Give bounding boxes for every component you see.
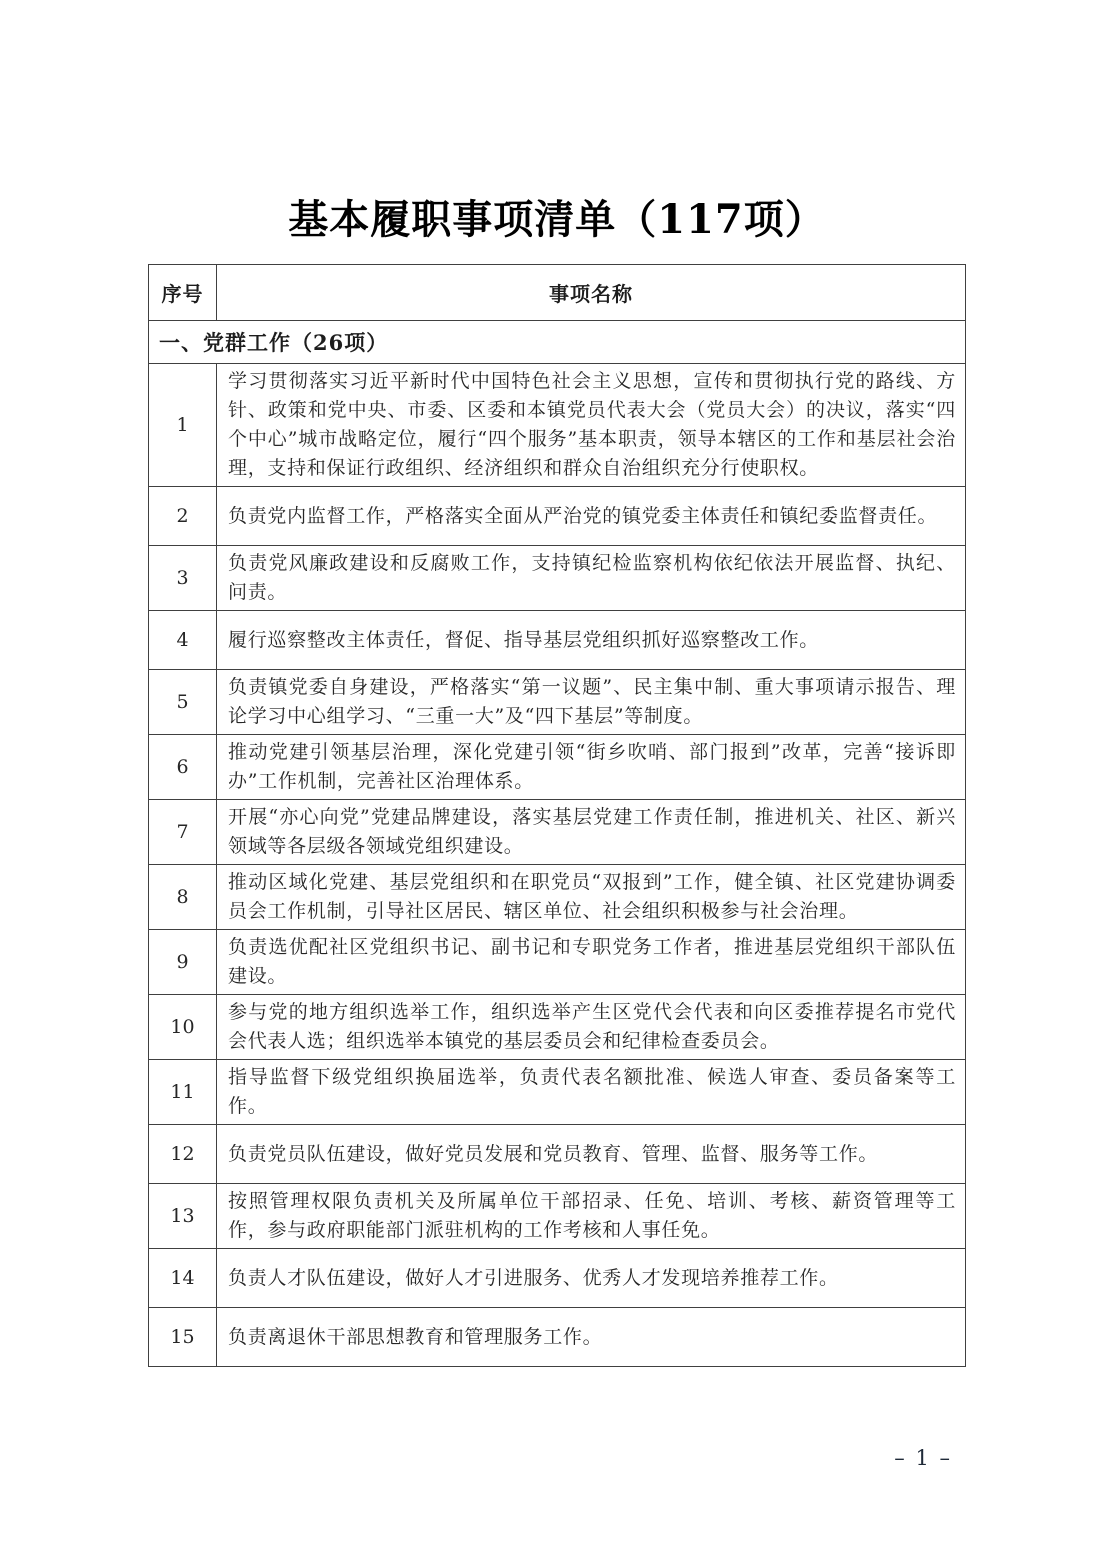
row-item-text: 学习贯彻落实习近平新时代中国特色社会主义思想，宣传和贯彻执行党的路线、方针、政策和党中央、市委、区委和本镇党员代表大会（党员大会）的决议，落实“四个中心”城市战略定位，履行“四个服务”基本职责，领导本辖区的工作和基层社会治理，支持和保证行政组织、经济组织和群众自治组织充分行使职权。 [217,364,966,487]
row-serial-number: 13 [149,1184,217,1249]
table-row [149,487,966,546]
table-row [149,546,966,611]
section-header-label: 一、党群工作（26项） [149,321,966,364]
table-header-row [149,265,966,321]
column-header-serial: 序号 [149,265,217,321]
row-item-text: 负责党内监督工作，严格落实全面从严治党的镇党委主体责任和镇纪委监督责任。 [217,487,966,546]
row-item-text: 指导监督下级党组织换届选举，负责代表名额批准、候选人审查、委员备案等工作。 [217,1060,966,1125]
table-row [149,865,966,930]
table-row [149,1125,966,1184]
row-item-text: 负责选优配社区党组织书记、副书记和专职党务工作者，推进基层党组织干部队伍建设。 [217,930,966,995]
row-serial-number: 8 [149,865,217,930]
page-number: – 1 – [894,1446,952,1470]
row-item-text: 参与党的地方组织选举工作，组织选举产生区党代会代表和向区委推荐提名市党代会代表人选；组织选举本镇党的基层委员会和纪律检查委员会。 [217,995,966,1060]
row-item-text: 负责镇党委自身建设，严格落实“第一议题”、民主集中制、重大事项请示报告、理论学习中心组学习、“三重一大”及“四下基层”等制度。 [217,670,966,735]
row-serial-number: 7 [149,800,217,865]
row-serial-number: 4 [149,611,217,670]
row-item-text: 负责党员队伍建设，做好党员发展和党员教育、管理、监督、服务等工作。 [217,1125,966,1184]
page-title: 基本履职事项清单（117项） [288,196,826,243]
table-row [149,1060,966,1125]
table-row [149,1184,966,1249]
row-serial-number: 6 [149,735,217,800]
table-row [149,670,966,735]
row-serial-number: 11 [149,1060,217,1125]
row-item-text: 负责离退休干部思想教育和管理服务工作。 [217,1308,966,1367]
table-row [149,364,966,487]
row-item-text: 推动党建引领基层治理，深化党建引领“街乡吹哨、部门报到”改革，完善“接诉即办”工作机制，完善社区治理体系。 [217,735,966,800]
row-item-text: 按照管理权限负责机关及所属单位干部招录、任免、培训、考核、薪资管理等工作，参与政府职能部门派驻机构的工作考核和人事任免。 [217,1184,966,1249]
row-serial-number: 5 [149,670,217,735]
document-content [148,0,966,1367]
section-header-row [149,321,966,364]
row-serial-number: 3 [149,546,217,611]
table-row [149,1308,966,1367]
row-item-text: 开展“亦心向党”党建品牌建设，落实基层党建工作责任制，推进机关、社区、新兴领域等各层级各领域党组织建设。 [217,800,966,865]
row-serial-number: 2 [149,487,217,546]
table-row [149,1249,966,1308]
row-item-text: 负责人才队伍建设，做好人才引进服务、优秀人才发现培养推荐工作。 [217,1249,966,1308]
table-row [149,995,966,1060]
table-row [149,930,966,995]
row-serial-number: 1 [149,364,217,487]
row-item-text: 履行巡察整改主体责任，督促、指导基层党组织抓好巡察整改工作。 [217,611,966,670]
table-row [149,611,966,670]
row-serial-number: 15 [149,1308,217,1367]
row-serial-number: 10 [149,995,217,1060]
items-table [148,264,966,1367]
column-header-item-name: 事项名称 [217,265,966,321]
row-item-text: 推动区域化党建、基层党组织和在职党员“双报到”工作，健全镇、社区党建协调委员会工作机制，引导社区居民、辖区单位、社会组织积极参与社会治理。 [217,865,966,930]
row-serial-number: 9 [149,930,217,995]
table-row [149,800,966,865]
table-row [149,735,966,800]
row-serial-number: 12 [149,1125,217,1184]
row-serial-number: 14 [149,1249,217,1308]
row-item-text: 负责党风廉政建设和反腐败工作，支持镇纪检监察机构依纪依法开展监督、执纪、问责。 [217,546,966,611]
